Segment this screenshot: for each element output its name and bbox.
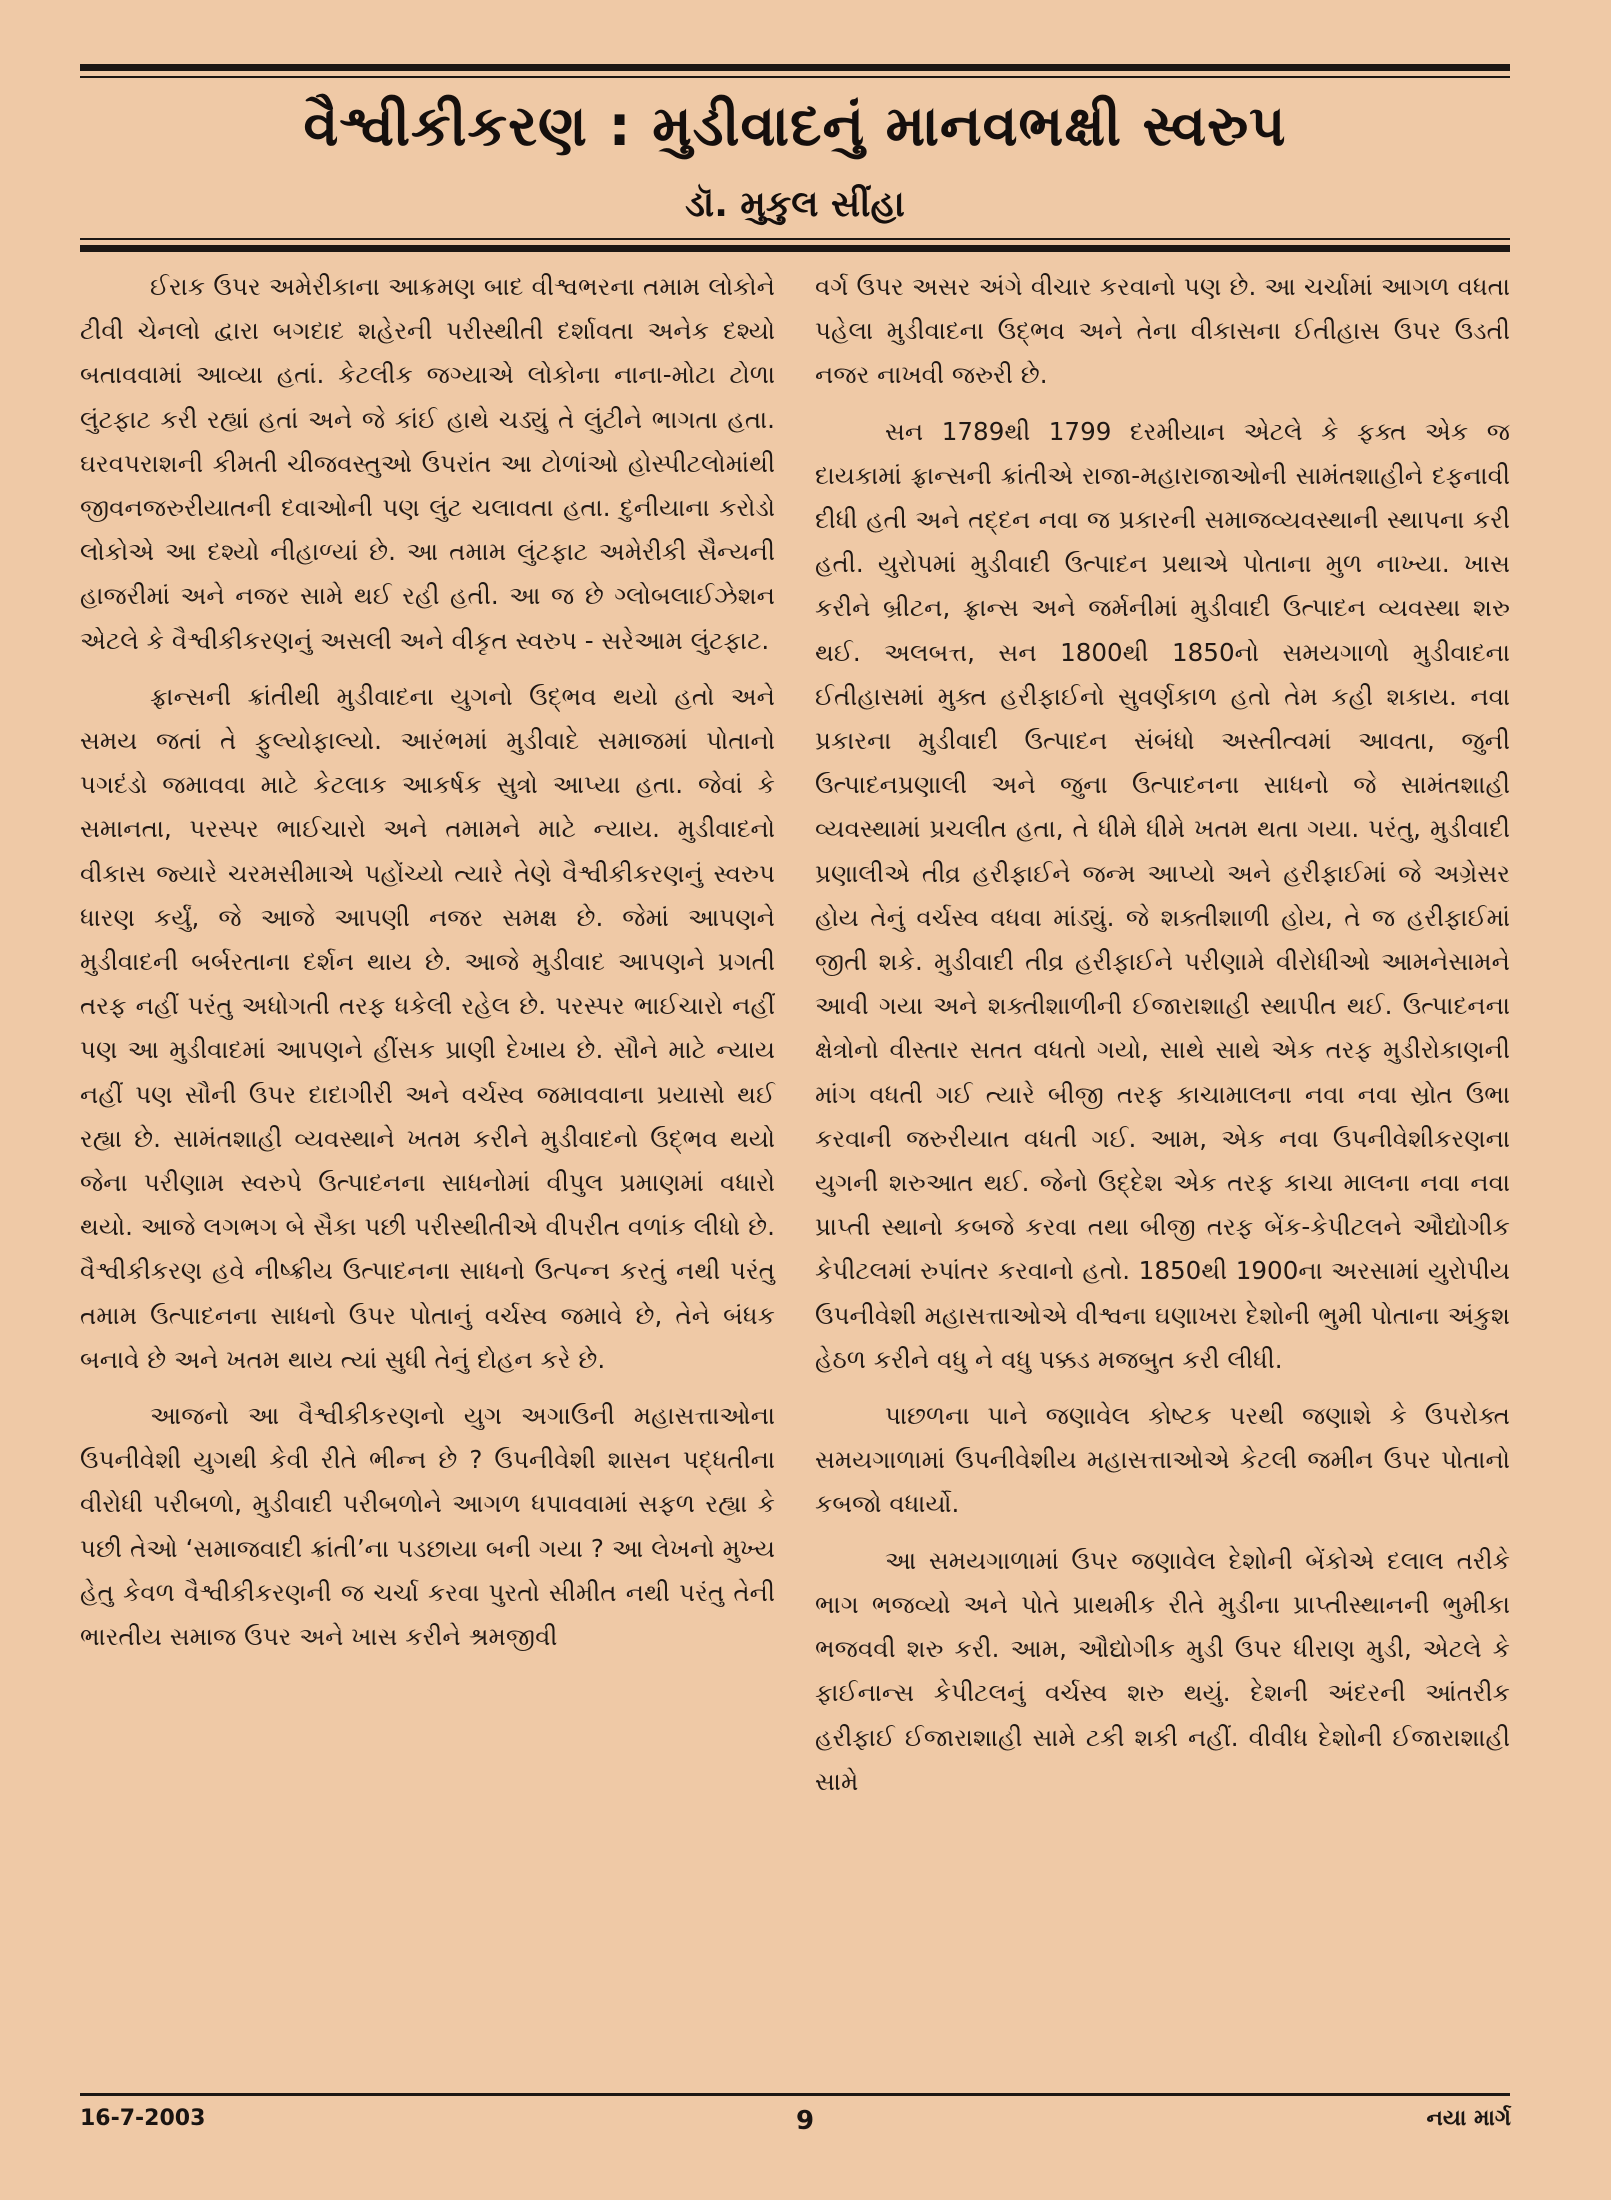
header-rule-thin	[80, 76, 1510, 78]
paragraph: આ સમયગાળામાં ઉપર જણાવેલ દેશોની બેંકોએ દલાલ તરીકે ભાગ ભજવ્યો અને પોતે પ્રાથમીક રીતે મુડીના પ્રાપ્તીસ્થાનની ભુમીકા ભજવવી શરુ કરી. આમ, ઔદ્યોગીક મુડી ઉપર ધીરાણ મુડી, એટલે કે ફાઈનાન્સ કેપીટલનું વર્ચસ્વ શરુ થયું. દેશની અંદરની આંતરીક હરીફાઈ ઈજારાશાહી સામે ટકી શકી નહીં. વીવીધ દેશોની ઈજારાશાહી સામે	[815, 1545, 1510, 1796]
left-column	[80, 265, 775, 1671]
footer-rule	[80, 2093, 1510, 2096]
paragraph: વર્ગ ઉપર અસર અંગે વીચાર કરવાનો પણ છે. આ ચર્ચામાં આગળ વધતા પહેલા મુડીવાદના ઉદ્ભવ અને તેના વીકાસના ઈતીહાસ ઉપર ઉડતી નજર નાખવી જરુરી છે.	[815, 272, 1510, 390]
article-title: વૈશ્વીકીકરણ : મુડીવાદનું માનવભક્ષી સ્વરુપ	[303, 94, 1287, 159]
header-rule-thick	[80, 64, 1510, 71]
publication-name: નયા માર્ગ	[1426, 2106, 1511, 2131]
title-rule-thick	[80, 245, 1510, 252]
article-author: ડૉ. મુકુલ સીંહા	[685, 184, 905, 225]
footer-date: 16-7-2003	[80, 2106, 206, 2131]
paragraph: ઈરાક ઉપર અમેરીકાના આક્રમણ બાદ વીશ્વભરના તમામ લોકોને ટીવી ચેનલો દ્વારા બગદાદ શહેરની પરીસ્થીતી દર્શાવતા અનેક દશ્યો બતાવવામાં આવ્યા હતાં. કેટલીક જગ્યાએ લોકોના નાના-મોટા ટોળા લુંટફાટ કરી રહ્યાં હતાં અને જે કાંઈ હાથે ચડ્યું તે લુંટીને ભાગતા હતા. ઘરવપરાશની કીમતી ચીજવસ્તુઓ ઉપરાંત આ ટોળાંઓ હોસ્પીટલોમાંથી જીવનજરુરીયાતની દવાઓની પણ લુંટ ચલાવતા હતા. દુનીયાના કરોડો લોકોએ આ દશ્યો નીહાળ્યાં છે. આ તમામ લુંટફાટ અમેરીકી સૈન્યની હાજરીમાં અને નજર સામે થઈ રહી હતી. આ જ છે ગ્લોબલાઈઝેશન એટલે કે વૈશ્વીકીકરણનું અસલી અને વીકૃત સ્વરુપ - સરેઆમ લુંટફાટ.	[80, 272, 775, 655]
paragraph: ફ્રાન્સની ક્રાંતીથી મુડીવાદના યુગનો ઉદ્ભવ થયો હતો અને સમય જતાં તે ફુલ્યોફાલ્યો. આરંભમાં મુડીવાદે સમાજમાં પોતાનો પગદંડો જમાવવા માટે કેટલાક આકર્ષક સુત્રો આપ્યા હતા. જેવાં કે સમાનતા, પરસ્પર ભાઈચારો અને તમામને માટે ન્યાય. મુડીવાદનો વીકાસ જ્યારે ચરમસીમાએ પહોંચ્યો ત્યારે તેણે વૈશ્વીકીકરણનું સ્વરુપ ધારણ કર્યું, જે આજે આપણી નજર સમક્ષ છે. જેમાં આપણને મુડીવાદની બર્બરતાના દર્શન થાય છે. આજે મુડીવાદ આપણને પ્રગતી તરફ નહીં પરંતુ અધોગતી તરફ ધકેલી રહેલ છે. પરસ્પર ભાઈચારો નહીં પણ આ મુડીવાદમાં આપણને હીંસક પ્રાણી દેખાય છે. સૌને માટે ન્યાય નહીં પણ સૌની ઉપર દાદાગીરી અને વર્ચસ્વ જમાવવાના પ્રયાસો થઈ રહ્યા છે. સામંતશાહી વ્યવસ્થાને ખતમ કરીને મુડીવાદનો ઉદ્ભવ થયો જેના પરીણામ સ્વરુપે ઉત્પાદનના સાધનોમાં વીપુલ પ્રમાણમાં વધારો થયો. આજે લગભગ બે સૈકા પછી પરીસ્થીતીએ વીપરીત વળાંક લીધો છે. વૈશ્વીકીકરણ હવે નીષ્ક્રીય ઉત્પાદનના સાધનો ઉત્પન્ન કરતું નથી પરંતુ તમામ ઉત્પાદનના સાધનો ઉપર પોતાનું વર્ચસ્વ જમાવે છે, તેને બંધક બનાવે છે અને ખતમ થાય ત્યાં સુધી તેનું દોહન કરે છે.	[80, 681, 775, 1374]
paragraph: આજનો આ વૈશ્વીકીકરણનો યુગ અગાઉની મહાસત્તાઓના ઉપનીવેશી યુગથી કેવી રીતે ભીન્ન છે ? ઉપનીવેશી શાસન પદ્ધતીના વીરોધી પરીબળો, મુડીવાદી પરીબળોને આગળ ધપાવવામાં સફળ રહ્યા કે પછી તેઓ ‘સમાજવાદી ક્રાંતી’ના પડછાયા બની ગયા ? આ લેખનો મુખ્ય હેતુ કેવળ વૈશ્વીકીકરણની જ ચર્ચા કરવા પુરતો સીમીત નથી પરંતુ તેની ભારતીય સમાજ ઉપર અને ખાસ કરીને શ્રમજીવી	[80, 1401, 775, 1652]
page-number: 9	[795, 2106, 815, 2136]
right-column	[815, 265, 1510, 1816]
paragraph: સન 1789થી 1799 દરમીયાન એટલે કે ફક્ત એક જ દાયકામાં ફ્રાન્સની ક્રાંતીએ રાજા-મહારાજાઓની સામંતશાહીને દફનાવી દીધી હતી અને તદ્દન નવા જ પ્રકારની સમાજવ્યવસ્થાની સ્થાપના કરી હતી. યુરોપમાં મુડીવાદી ઉત્પાદન પ્રથાએ પોતાના મુળ નાખ્યા. ખાસ કરીને બ્રીટન, ફ્રાન્સ અને જર્મનીમાં મુડીવાદી ઉત્પાદન વ્યવસ્થા શરુ થઈ. અલબત્ત, સન 1800થી 1850નો સમયગાળો મુડીવાદના ઈતીહાસમાં મુક્ત હરીફાઈનો સુવર્ણકાળ હતો તેમ કહી શકાય. નવા પ્રકારના મુડીવાદી ઉત્પાદન સંબંધો અસ્તીત્વમાં આવતા, જુની ઉત્પાદનપ્રણાલી અને જુના ઉત્પાદનના સાધનો જે સામંતશાહી વ્યવસ્થામાં પ્રચલીત હતા, તે ધીમે ધીમે ખતમ થતા ગયા. પરંતુ, મુડીવાદી પ્રણાલીએ તીવ્ર હરીફાઈને જન્મ આપ્યો અને હરીફાઈમાં જે અગ્રેસર હોય તેનું વર્ચસ્વ વધવા માંડ્યું. જે શક્તીશાળી હોય, તે જ હરીફાઈમાં જીતી શકે. મુડીવાદી તીવ્ર હરીફાઈને પરીણામે વીરોધીઓ આમનેસામને આવી ગયા અને શક્તીશાળીની ઈજારાશાહી સ્થાપીત થઈ. ઉત્પાદનના ક્ષેત્રોનો વીસ્તાર સતત વધતો ગયો, સાથે સાથે એક તરફ મુડીરોકાણની માંગ વધતી ગઈ ત્યારે બીજી તરફ કાચામાલના નવા નવા સ્રોત ઉભા કરવાની જરુરીયાત વધતી ગઈ. આમ, એક નવા ઉપનીવેશીકરણના યુગની શરુઆત થઈ. જેનો ઉદ્દેશ એક તરફ કાચા માલના નવા નવા પ્રાપ્તી સ્થાનો કબજે કરવા તથા બીજી તરફ બેંક-કેપીટલને ઔદ્યોગીક કેપીટલમાં રુપાંતર કરવાનો હતો. 1850થી 1900ના અરસામાં યુરોપીય ઉપનીવેશી મહાસત્તાઓએ વીશ્વના ઘણાખરા દેશોની ભુમી પોતાના અંકુશ હેઠળ કરીને વધુ ને વધુ પક્કડ મજબુત કરી લીધી.	[815, 416, 1510, 1374]
paragraph: પાછળના પાને જણાવેલ કોષ્ટક પરથી જણાશે કે ઉપરોક્ત સમયગાળામાં ઉપનીવેશીય મહાસત્તાઓએ કેટલી જમીન ઉપર પોતાનો કબજો વધાર્યો.	[815, 1401, 1510, 1519]
title-rule-thin	[80, 238, 1510, 240]
